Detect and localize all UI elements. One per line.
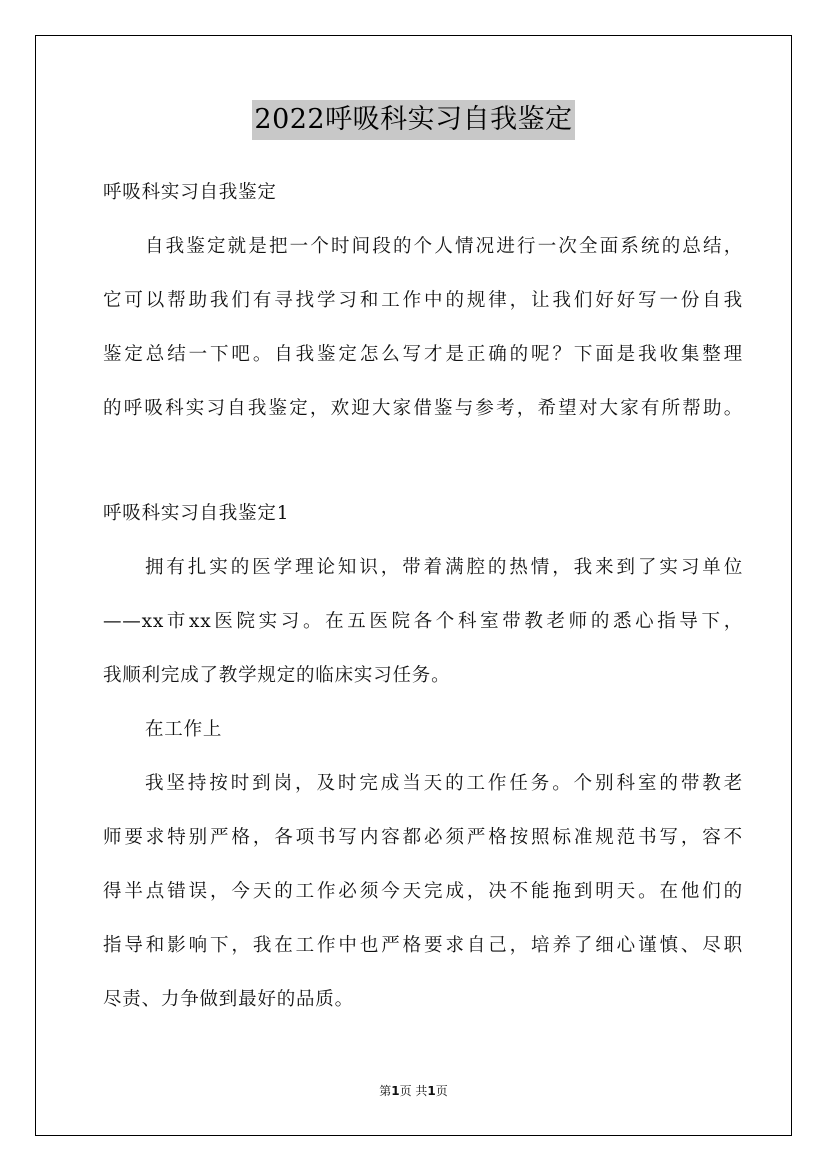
- intro-line: 自我鉴定就是把一个时间段的个人情况进行一次全面系统的总结，: [145, 236, 743, 257]
- intro-line: 它可以帮助我们有寻找学习和工作中的规律，让我们好好写一份自我: [103, 290, 743, 311]
- footer-middle: 页 共: [399, 1084, 428, 1098]
- paragraph-line: 师要求特别严格，各项书写内容都必须严格按照标准规范书写，容不: [103, 827, 743, 848]
- intro-line: 鉴定总结一下吧。自我鉴定怎么写才是正确的呢？下面是我收集整理: [103, 344, 743, 365]
- page-footer: [0, 1083, 827, 1099]
- paragraph-spacer: [103, 436, 743, 487]
- footer-prefix: 第: [379, 1084, 392, 1098]
- document-title: 2022呼吸科实习自我鉴定: [252, 100, 574, 140]
- title-area: [0, 100, 827, 140]
- paragraph-line: 我顺利完成了教学规定的临床实习任务。: [103, 665, 451, 686]
- document-heading: 呼吸科实习自我鉴定: [103, 182, 277, 203]
- paragraph-line: 得半点错误，今天的工作必须今天完成，决不能拖到明天。在他们的: [103, 881, 743, 902]
- total-pages: 1: [427, 1084, 436, 1098]
- paragraph-line: 我坚持按时到岗，及时完成当天的工作任务。个别科室的带教老: [145, 773, 743, 794]
- document-body: [103, 166, 743, 1027]
- intro-line: 的呼吸科实习自我鉴定，欢迎大家借鉴与参考，希望对大家有所帮助。: [103, 398, 743, 419]
- section-heading: 呼吸科实习自我鉴定1: [103, 503, 290, 524]
- paragraph-line: 尽责、力争做到最好的品质。: [103, 989, 354, 1010]
- paragraph-line: 指导和影响下，我在工作中也严格要求自己，培养了细心谨慎、尽职: [103, 935, 743, 956]
- paragraph-line: ——xx市xx医院实习。在五医院各个科室带教老师的悉心指导下，: [103, 611, 743, 632]
- footer-suffix: 页: [435, 1084, 448, 1098]
- subheading: 在工作上: [145, 719, 223, 740]
- paragraph-line: 拥有扎实的医学理论知识，带着满腔的热情，我来到了实习单位: [145, 557, 743, 578]
- page-number: 1: [391, 1084, 400, 1098]
